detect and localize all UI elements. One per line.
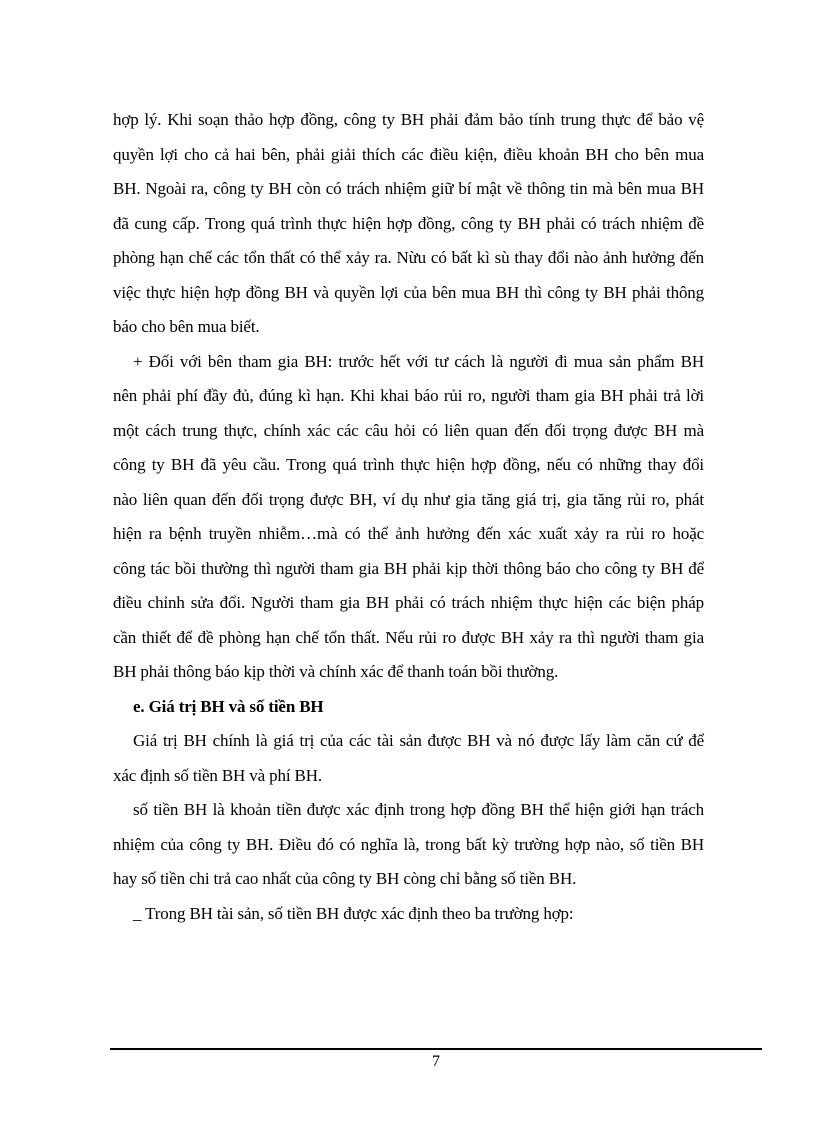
text-line: hay số tiền chi trả cao nhất của công ty BH còng chỉ bằng số tiền BH. (113, 869, 577, 888)
text-line: hợp lý. Khi soạn thảo hợp đồng, công ty BH phải đảm bảo tính trung thực để bảo vệ (113, 110, 704, 129)
text-line: + Đối với bên tham gia BH: trước hết với tư cách là người đi mua sản phẩm BH (133, 351, 704, 371)
text-line: cần thiết để đề phòng hạn chế tổn thất. Nếu rủi ro được BH xảy ra thì người tham gia (113, 627, 704, 647)
text-line: hiện ra bệnh truyền nhiễm…mà có thể ảnh hưởng đến xác xuất xảy ra rủi ro hoặc (113, 524, 704, 543)
document-body (113, 103, 704, 931)
text-line: đã cung cấp. Trong quá trình thực hiện hợp đồng, công ty BH phải có trách nhiệm đề (113, 213, 704, 233)
footer-divider (110, 1048, 762, 1050)
text-line: phòng hạn chế các tổn thất có thể xảy ra. Nừu có bất kì sù thay đổi nào ảnh hưởng đến (113, 248, 704, 267)
text-line: một cách trung thực, chính xác các câu hỏi có liên quan đến đối trọng được BH mà (113, 420, 704, 440)
text-line: nào liên quan đến đối trọng được BH, ví dụ như gia tăng giá trị, gia tăng rủi ro, phát (113, 489, 704, 509)
text-line: điều chỉnh sửa đổi. Người tham gia BH phải có trách nhiệm thực hiện các biện pháp (113, 593, 704, 612)
text-line: xác định số tiền BH và phí BH. (113, 765, 322, 785)
section-heading: e. Giá trị BH và số tiền BH (133, 696, 324, 716)
text-line: BH. Ngoài ra, công ty BH còn có trách nhiệm giữ bí mật về thông tin mà bên mua BH (113, 179, 704, 198)
text-line: công ty BH đã yêu cầu. Trong quá trình thực hiện hợp đồng, nếu có những thay đổi (113, 455, 704, 474)
text-line: _ Trong BH tài sản, số tiền BH được xác định theo ba trường hợp: (133, 903, 574, 923)
text-line: số tiền BH là khoản tiền được xác định trong hợp đồng BH thể hiện giới hạn trách (133, 800, 704, 819)
page-number: 7 (432, 1053, 440, 1070)
text-line: Giá trị BH chính là giá trị của các tài sản được BH và nó được lấy làm căn cứ để (133, 731, 704, 750)
text-line: công tác bồi thường thì người tham gia BH phải kịp thời thông báo cho công ty BH để (113, 558, 704, 578)
text-line: báo cho bên mua biết. (113, 317, 260, 336)
text-line: việc thực hiện hợp đồng BH và quyền lợi của bên mua BH thì công ty BH phải thông (113, 282, 704, 302)
text-line: BH phải thông báo kịp thời và chính xác để thanh toán bồi thường. (113, 662, 559, 681)
text-line: quyền lợi cho cả hai bên, phải giải thích các điều kiện, điều khoản BH cho bên mua (113, 144, 704, 164)
text-line: nhiệm của công ty BH. Điều đó có nghĩa là, trong bất kỳ trường hợp nào, số tiền BH (113, 834, 704, 854)
text-line: nên phải phí đầy đủ, đúng kì hạn. Khi khai báo rủi ro, người tham gia BH phải trả lời (113, 386, 704, 405)
